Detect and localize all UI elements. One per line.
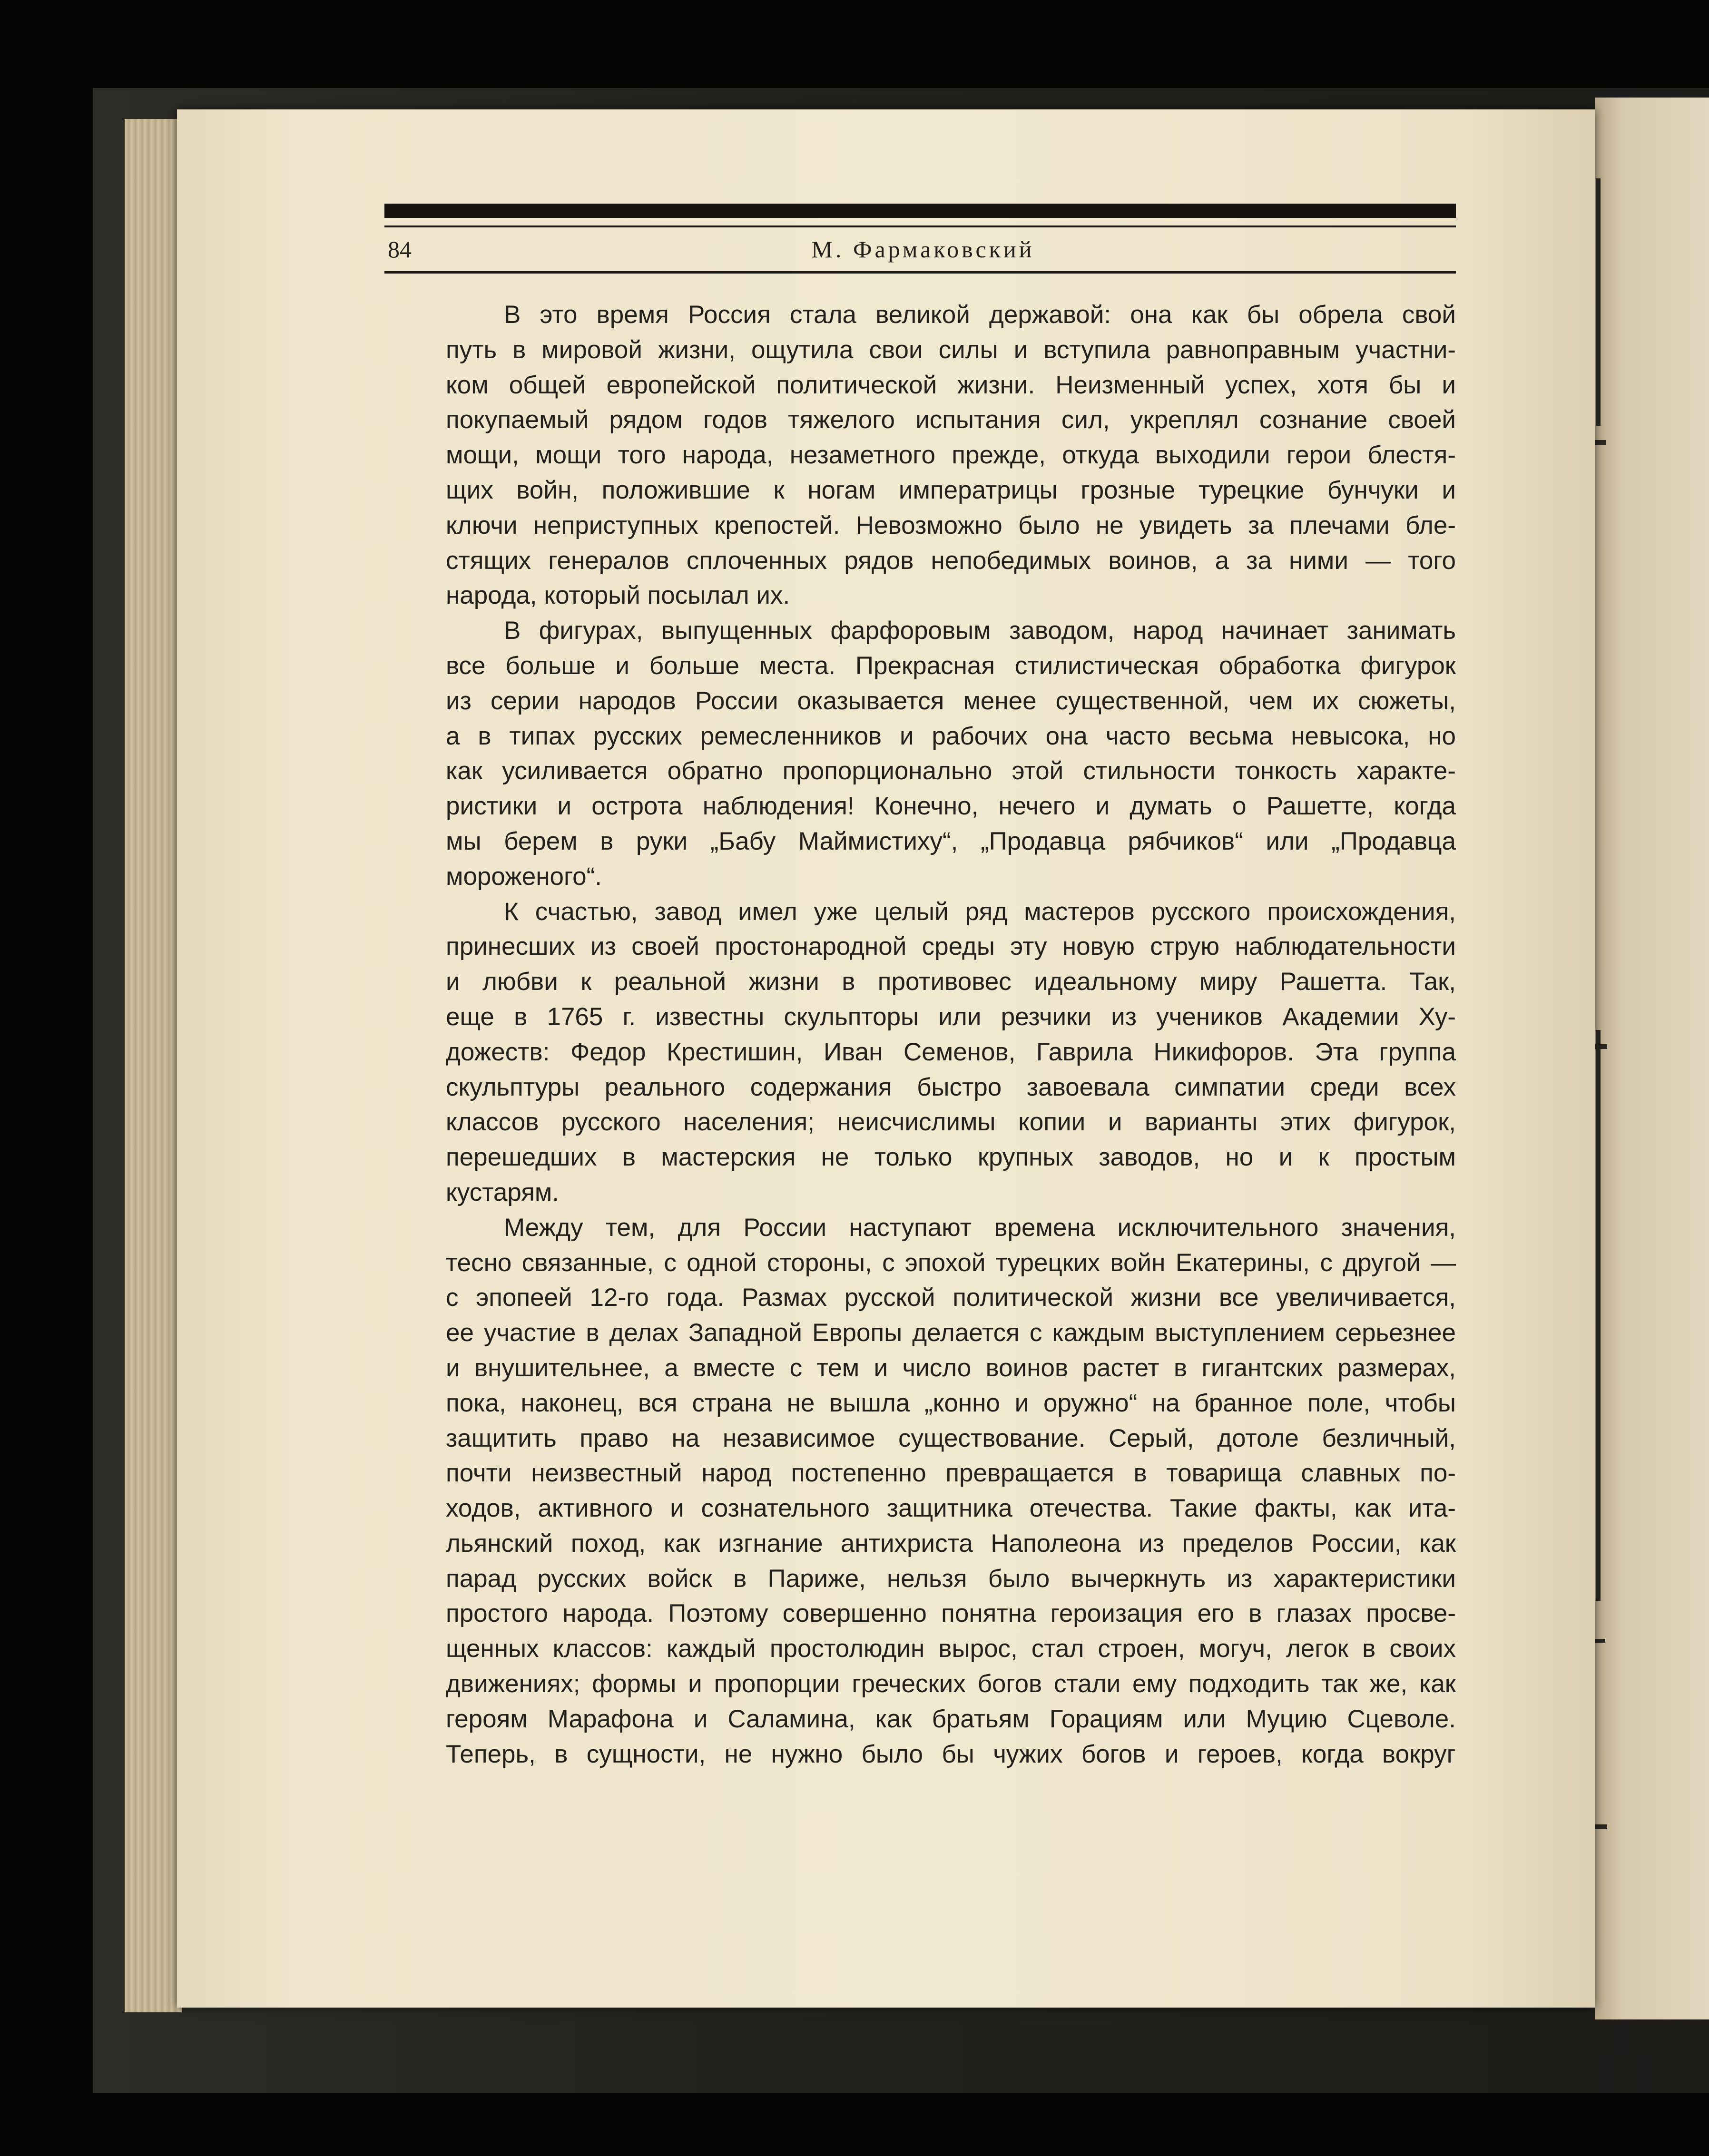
text-line: народа, который посылал их. (446, 581, 790, 610)
text-line: как усиливается обратно пропорционально этой стильности тонкость характе- (446, 757, 1456, 785)
page-stack-edges (125, 119, 182, 2012)
text-line: еще в 1765 г. известны скульпторы или резчики из учеников Академии Ху- (446, 1002, 1456, 1031)
text-line: все больше и больше места. Прекрасная стилистическая обработка фигурок (446, 651, 1456, 680)
adjacent-page-mark (1595, 440, 1606, 445)
body-text (388, 297, 1456, 1772)
text-line: льянский поход, как изгнание антихриста Наполеона из пределов России, как (446, 1529, 1456, 1558)
text-line: мороженого“. (446, 862, 602, 891)
text-line: В фигурах, выпущенных фарфоровым заводом, народ начинает занимать (504, 617, 1456, 645)
text-line: тесно связанные, с одной стороны, с эпохой турецких войн Екатерины, с другой — (446, 1248, 1456, 1277)
adjacent-page-mark (1596, 178, 1601, 426)
running-head: М. Фармаковский (811, 236, 1035, 263)
page-number: 84 (388, 236, 412, 263)
text-line: перешедших в мастерския не только крупных заводов, но и к простым (446, 1143, 1456, 1172)
text-line: щенных классов: каждый простолюдин вырос, стал строен, могуч, легок в своих (446, 1635, 1456, 1663)
text-line: ристики и острота наблюдения! Конечно, нечего и думать о Рашетте, когда (446, 792, 1456, 821)
text-line: и внушительнее, а вместе с тем и число воинов растет в гигантских размерах, (446, 1353, 1456, 1382)
text-line: ходов, активного и сознательного защитника отечества. Такие факты, как ита- (446, 1494, 1456, 1523)
text-line: щих войн, положившие к ногам императрицы грозные турецкие бунчуки и (446, 476, 1456, 504)
text-line: принесших из своей простонародной среды эту новую струю наблюдательности (446, 932, 1456, 961)
text-line: парад русских войск в Париже, нельзя было вычеркнуть из характеристики (446, 1564, 1456, 1593)
text-line: ее участие в делах Западной Европы делается с каждым выступлением серьезнее (446, 1319, 1456, 1347)
text-line: В это время Россия стала великой державой: она как бы обрела свой (504, 301, 1456, 329)
paragraph (388, 894, 1456, 1210)
adjacent-page-mark (1595, 1824, 1607, 1829)
text-line: Теперь, в сущности, не нужно было бы чужих богов и героев, когда вокруг (446, 1740, 1456, 1768)
text-line: защитить право на независимое существование. Серый, дотоле безличный, (446, 1424, 1456, 1452)
paragraph (388, 297, 1456, 613)
text-line: и любви к реальной жизни в противовес идеальному миру Рашетта. Так, (446, 968, 1456, 996)
paragraph (388, 1210, 1456, 1772)
text-line: почти неизвестный народ постепенно превращается в товарища славных по- (446, 1459, 1456, 1488)
header-thick-rule (384, 204, 1456, 218)
text-line: ком общей европейской политической жизни. Неизменный успех, хотя бы и (446, 371, 1456, 399)
text-line: стящих генералов сплоченных рядов непобедимых воинов, а за ними — того (446, 546, 1456, 575)
text-line: путь в мировой жизни, ощутила свои силы и вступила равноправным участни- (446, 335, 1456, 364)
text-line: простого народа. Поэтому совершенно понятна героизация его в глазах просве- (446, 1599, 1456, 1628)
text-line: скульптуры реального содержания быстро завоевала симпатии среди всех (446, 1073, 1456, 1101)
text-line: движениях; формы и пропорции греческих богов стали ему подходить так же, как (446, 1670, 1456, 1698)
text-line: из серии народов России оказывается менее существенной, чем их сюжеты, (446, 686, 1456, 715)
text-line: классов русского населения; неисчислимы копии и варианты этих фигурок, (446, 1108, 1456, 1137)
text-line: дожеств: Федор Крестишин, Иван Семенов, Гаврила Никифоров. Эта группа (446, 1038, 1456, 1066)
adjacent-page (1595, 98, 1709, 2019)
text-line: мы берем в руки „Бабу Маймистиху“, „Продавца рябчиков“ или „Продавца (446, 827, 1456, 855)
header-thin-rule (384, 225, 1456, 227)
text-line: Между тем, для России наступают времена исключительного значения, (504, 1213, 1456, 1242)
text-line: пока, наконец, вся страна не вышла „конно и оружно“ на бранное поле, чтобы (446, 1389, 1456, 1417)
text-line: а в типах русских ремесленников и рабочих она часто весьма невысока, но (446, 722, 1456, 750)
text-line: ключи неприступных крепостей. Невозможно было не увидеть за плечами бле- (446, 511, 1456, 539)
text-line: покупаемый рядом годов тяжелого испытания сил, укреплял сознание своей (446, 406, 1456, 434)
header-bottom-rule (384, 271, 1456, 274)
text-line: героям Марафона и Саламина, как братьям Горациям или Муцию Сцеволе. (446, 1705, 1456, 1733)
text-line: мощи, мощи того народа, незаметного прежде, откуда выходили герои блестя- (446, 441, 1456, 470)
text-line: кустарям. (446, 1178, 560, 1206)
paragraph (388, 613, 1456, 894)
adjacent-page-mark (1596, 1030, 1601, 1601)
adjacent-page-mark (1595, 1639, 1605, 1643)
adjacent-page-mark (1595, 1044, 1607, 1049)
text-line: К счастью, завод имел уже целый ряд мастеров русского происхождения, (504, 897, 1456, 926)
text-line: с эпопеей 12-го года. Размах русской политической жизни все увеличивается, (446, 1284, 1456, 1312)
